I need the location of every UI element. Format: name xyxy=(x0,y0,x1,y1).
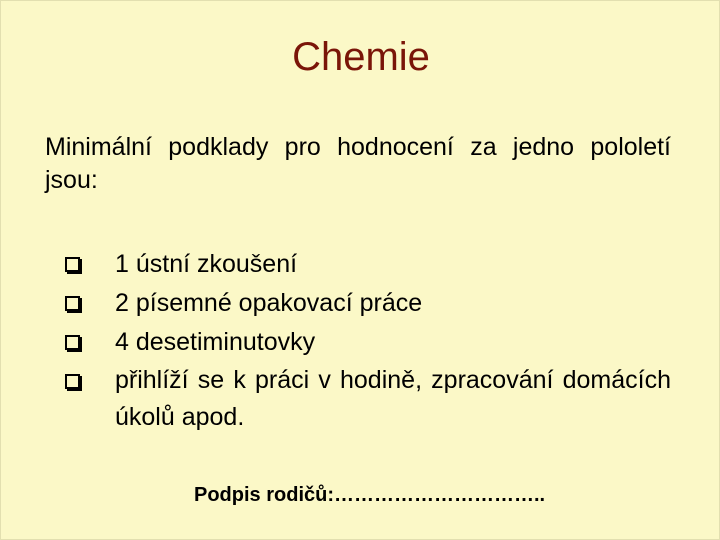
checkbox-icon xyxy=(65,374,80,389)
checkbox-icon xyxy=(65,335,80,350)
list-item-text: 2 písemné opakovací práce xyxy=(115,289,423,317)
intro-text: Minimální podklady pro hodnocení za jedno pololetí jsou: xyxy=(45,133,671,194)
page-title: Chemie xyxy=(292,35,430,79)
bullet-list xyxy=(65,245,671,436)
list-item-text: přihlíží se k práci v hodině, zpracování domácích úkolů apod. xyxy=(115,366,671,431)
list-item xyxy=(65,284,671,323)
list-item xyxy=(65,323,671,362)
checkbox-icon xyxy=(65,296,80,311)
list-item xyxy=(65,245,671,284)
list-item xyxy=(65,362,671,436)
checkbox-icon xyxy=(65,257,80,272)
list-item-text: 4 desetiminutovky xyxy=(115,328,316,356)
list-item-text: 1 ústní zkoušení xyxy=(115,250,298,278)
signature-line: Podpis rodičů:………………………….. xyxy=(194,484,546,506)
